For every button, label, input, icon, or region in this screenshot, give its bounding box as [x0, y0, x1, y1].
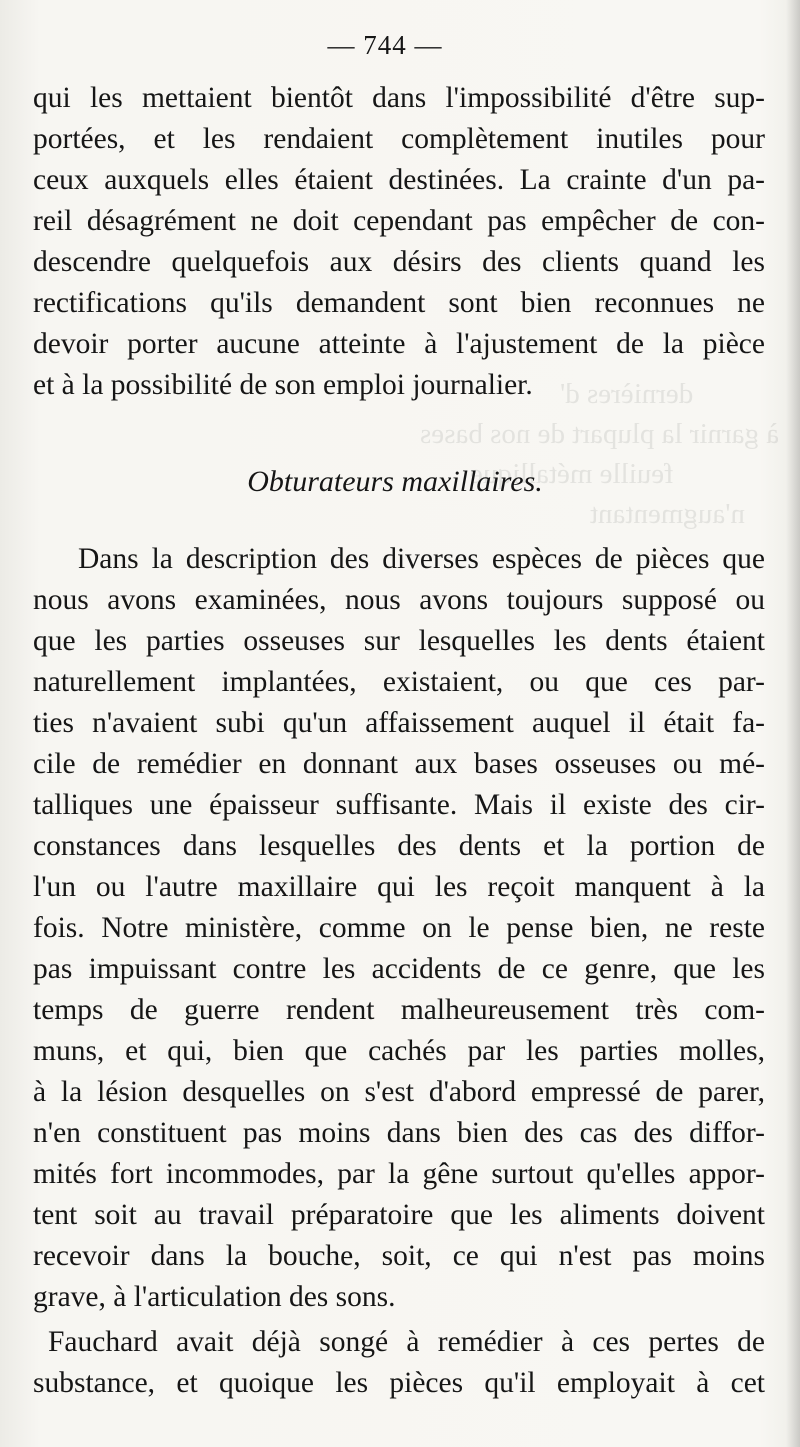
text-line: constances dans lesquelles des dents et la portion de: [33, 830, 765, 862]
text-line: tent soit au travail préparatoire que les aliments doivent: [33, 1199, 765, 1231]
text-line: à la lésion desquelles on s'est d'abord empressé de parer,: [33, 1076, 765, 1108]
text-line: grave, à l'articulation des sons.: [33, 1281, 396, 1313]
text-line: l'un ou l'autre maxillaire qui les reçoit manquent à la: [33, 871, 765, 903]
text-line: recevoir dans la bouche, soit, ce qui n'est pas moins: [33, 1240, 765, 1272]
bleed-through-text: dernières d': [560, 378, 694, 410]
page-number: — 744 —: [327, 30, 443, 60]
text-line: Fauchard avait déjà songé à remédier à ces pertes de: [48, 1326, 765, 1358]
text-line: rectifications qu'ils demandent sont bien reconnues ne: [33, 287, 765, 319]
text-line: mités fort incommodes, par la gêne surtout qu'elles appor-: [33, 1158, 765, 1190]
text-line: fois. Notre ministère, comme on le pense bien, ne reste: [33, 912, 765, 944]
section-heading: Obturateurs maxillaires.: [247, 465, 543, 498]
text-line: nous avons examinées, nous avons toujours supposé ou: [33, 584, 765, 616]
bleed-through-text: à garnir la plupart de nos bases: [420, 418, 780, 450]
text-line: pas impuissant contre les accidents de ce genre, que les: [33, 953, 765, 985]
text-line: Dans la description des diverses espèces de pièces que: [78, 543, 765, 575]
text-line: substance, et quoique les pièces qu'il employait à cet: [33, 1367, 765, 1399]
text-line: et à la possibilité de son emploi journalier.: [33, 369, 533, 401]
bleed-through-text: n'augmentant: [590, 498, 746, 530]
page-edge-shadow: [786, 0, 800, 1447]
text-line: talliques une épaisseur suffisante. Mais il existe des cir-: [33, 789, 765, 821]
text-line: n'en constituent pas moins dans bien des cas des diffor-: [33, 1117, 765, 1149]
text-line: naturellement implantées, existaient, ou que ces par-: [33, 666, 765, 698]
text-line: ties n'avaient subi qu'un affaissement auquel il était fa-: [33, 707, 765, 739]
text-line: temps de guerre rendent malheureusement très com-: [33, 994, 765, 1026]
text-line: qui les mettaient bientôt dans l'impossibilité d'être sup-: [33, 82, 765, 114]
text-line: que les parties osseuses sur lesquelles les dents étaient: [33, 625, 765, 657]
text-line: portées, et les rendaient complètement inutiles pour: [33, 123, 765, 155]
text-line: cile de remédier en donnant aux bases osseuses ou mé-: [33, 748, 765, 780]
text-line: devoir porter aucune atteinte à l'ajustement de la pièce: [33, 328, 765, 360]
text-line: muns, et qui, bien que cachés par les parties molles,: [33, 1035, 765, 1067]
bleed-through-text: feuille métallique: [470, 458, 674, 490]
text-line: descendre quelquefois aux désirs des clients quand les: [33, 246, 765, 278]
text-line: reil désagrément ne doit cependant pas empêcher de con-: [33, 205, 765, 237]
text-line: ceux auxquels elles étaient destinées. La crainte d'un pa-: [33, 164, 765, 196]
